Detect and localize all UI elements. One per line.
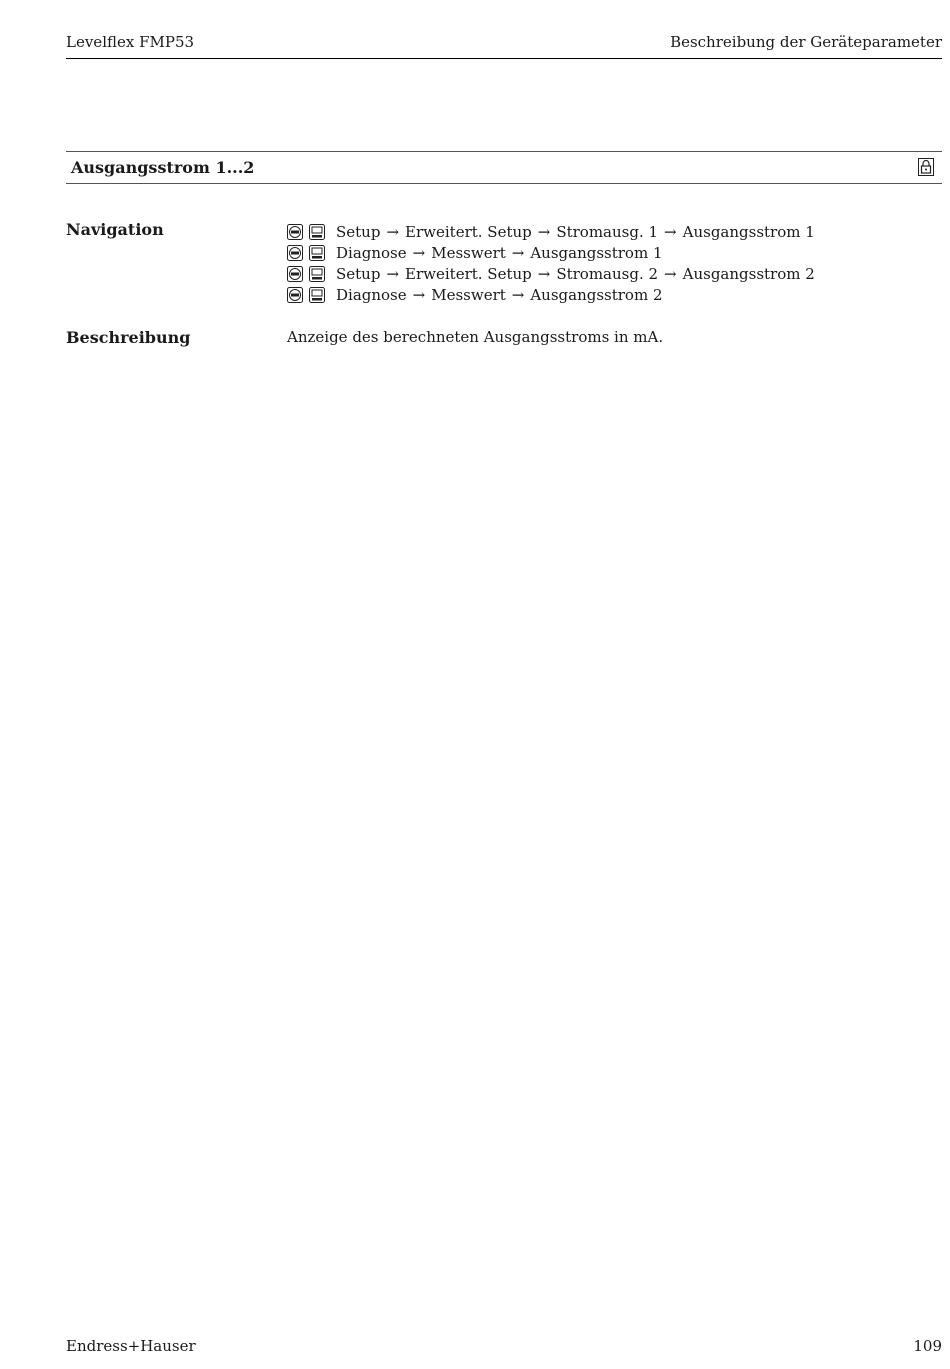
path-arrow: → bbox=[511, 243, 525, 262]
path-arrow: → bbox=[386, 264, 400, 283]
path-step: Erweitert. Setup bbox=[405, 222, 532, 241]
expert-mode-icon bbox=[287, 224, 303, 240]
footer-company: Endress+Hauser bbox=[66, 1337, 196, 1355]
navigation-path-row bbox=[287, 221, 815, 242]
parameter-heading-bar bbox=[66, 151, 942, 184]
path-step: Ausgangsstrom 1 bbox=[530, 243, 663, 262]
path-step: Diagnose bbox=[336, 285, 407, 304]
path-arrow: → bbox=[511, 285, 525, 304]
path-arrow: → bbox=[412, 243, 426, 262]
display-icon bbox=[309, 245, 325, 261]
display-icon bbox=[309, 287, 325, 303]
navigation-paths bbox=[287, 221, 815, 305]
expert-mode-icon bbox=[287, 266, 303, 282]
path-arrow: → bbox=[537, 264, 551, 283]
path-step: Setup bbox=[336, 222, 381, 241]
navigation-path-row bbox=[287, 242, 815, 263]
path-arrow: → bbox=[664, 264, 677, 283]
path-step: Messwert bbox=[431, 285, 506, 304]
path-step: Stromausg. 2 bbox=[556, 264, 659, 283]
path-step: Messwert bbox=[431, 243, 506, 262]
expert-mode-icon bbox=[287, 245, 303, 261]
header-divider bbox=[66, 58, 942, 59]
navigation-path-row bbox=[287, 263, 815, 284]
path-step: Ausgangsstrom 1 bbox=[682, 222, 815, 241]
path-step: Stromausg. 1 bbox=[556, 222, 659, 241]
header-chapter-title: Beschreibung der Geräteparameter bbox=[670, 33, 942, 51]
description-text: Anzeige des berechneten Ausgangsstroms in mA. bbox=[287, 328, 664, 346]
display-icon bbox=[309, 224, 325, 240]
header-product-name: Levelflex FMP53 bbox=[66, 33, 195, 51]
path-step: Setup bbox=[336, 264, 381, 283]
description-label: Beschreibung bbox=[66, 328, 191, 347]
path-step: Ausgangsstrom 2 bbox=[530, 285, 663, 304]
navigation-path-row bbox=[287, 284, 815, 305]
path-arrow: → bbox=[386, 222, 400, 241]
parameter-title: Ausgangsstrom 1...2 bbox=[71, 158, 255, 177]
path-step: Diagnose bbox=[336, 243, 407, 262]
path-step: Erweitert. Setup bbox=[405, 264, 532, 283]
navigation-label: Navigation bbox=[66, 220, 164, 239]
path-step: Ausgangsstrom 2 bbox=[682, 264, 815, 283]
lock-icon bbox=[918, 158, 934, 176]
page-number: 109 bbox=[913, 1337, 942, 1355]
path-arrow: → bbox=[412, 285, 426, 304]
expert-mode-icon bbox=[287, 287, 303, 303]
display-icon bbox=[309, 266, 325, 282]
path-arrow: → bbox=[537, 222, 551, 241]
path-arrow: → bbox=[664, 222, 677, 241]
